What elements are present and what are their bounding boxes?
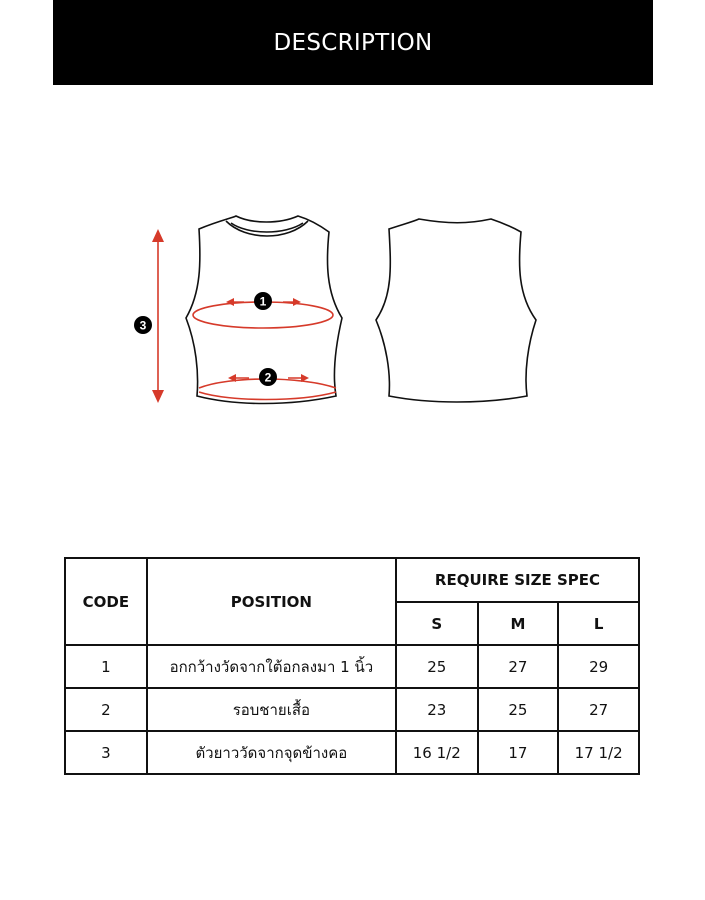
- row-size-s: 25: [396, 645, 478, 688]
- length-measure: [134, 229, 164, 403]
- size-spec-table: [64, 557, 640, 775]
- table-row: [65, 645, 639, 688]
- row-position: อกกว้างวัดจากใต้อกลงมา 1 นิ้ว: [147, 645, 396, 688]
- hem-measure: [199, 368, 336, 400]
- chest-measure: [193, 292, 333, 328]
- marker-2: 2: [264, 370, 272, 385]
- back-view: [376, 219, 536, 402]
- page-title: DESCRIPTION: [273, 29, 433, 56]
- header-size-m: M: [478, 602, 559, 645]
- row-position: ตัวยาววัดจากจุดข้างคอ: [147, 731, 396, 774]
- marker-1: 1: [259, 294, 267, 309]
- row-size-m: 17: [478, 731, 559, 774]
- row-size-l: 29: [558, 645, 639, 688]
- marker-3: 3: [139, 318, 147, 333]
- header-size-l: L: [558, 602, 639, 645]
- row-code: 1: [65, 645, 147, 688]
- table-row: [65, 731, 639, 774]
- row-size-l: 27: [558, 688, 639, 731]
- header-spec: REQUIRE SIZE SPEC: [396, 558, 639, 602]
- row-code: 2: [65, 688, 147, 731]
- row-size-m: 25: [478, 688, 559, 731]
- row-position: รอบชายเสื้อ: [147, 688, 396, 731]
- header-code: CODE: [65, 558, 147, 645]
- header-size-s: S: [396, 602, 478, 645]
- row-size-l: 17 1/2: [558, 731, 639, 774]
- header-position: POSITION: [147, 558, 396, 645]
- row-size-m: 27: [478, 645, 559, 688]
- table-row: [65, 688, 639, 731]
- row-code: 3: [65, 731, 147, 774]
- row-size-s: 23: [396, 688, 478, 731]
- row-size-s: 16 1/2: [396, 731, 478, 774]
